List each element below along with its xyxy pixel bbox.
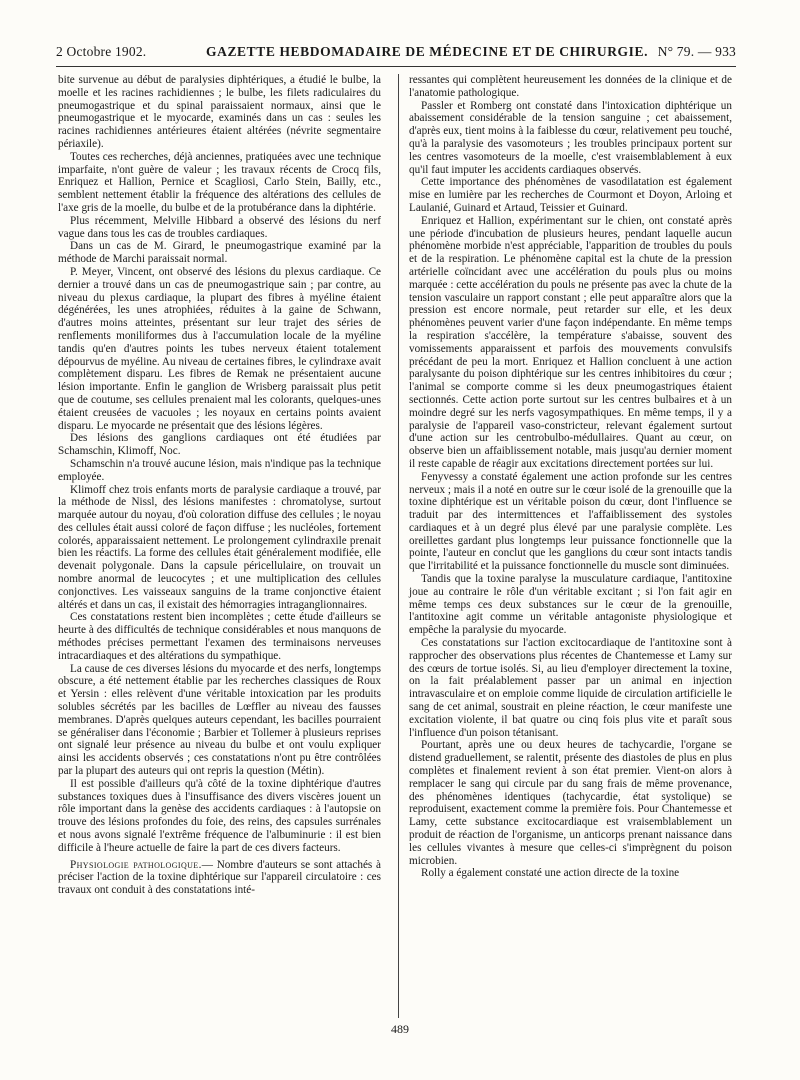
section-text: — Nombre d'auteurs se sont attachés à préciser l'action de la toxine diphtérique sur l'appareil circulatoire : ces travaux ont conduit à des constatations inté- (58, 858, 381, 897)
paragraph: Schamschin n'a trouvé aucune lésion, mais n'indique pas la technique employée. (58, 457, 381, 483)
paragraph: Il est possible d'ailleurs qu'à côté de la toxine diphtérique d'autres substances toxiques dues à l'insuffisance des divers viscères jouent un rôle important dans la genèse des accidents cardiaques : à l'autopsie on trouve des lésions profondes du foie, des reins, des capsules surrénales et nous avons signalé l'extrême fréquence de l'albuminurie : il est bien difficile à l'heure actuelle de faire la part de ces divers facteurs. (58, 777, 381, 854)
issue-number: N° 79. — 933 (657, 44, 736, 59)
paragraph: ressantes qui complètent heureusement les données de la clinique et de l'anatomie pathologique. (409, 74, 732, 99)
right-column (409, 74, 732, 880)
header-rule (56, 66, 736, 67)
paragraph: Des lésions des ganglions cardiaques ont été étudiées par Schamschin, Klimoff, Noc. (58, 432, 381, 458)
paragraph: Tandis que la toxine paralyse la musculature cardiaque, l'antitoxine joue au contraire le rôle d'un véritable excitant ; si l'on fait agir en même temps ces deux substances sur le cœur de la grenouille, l'antitoxine agit comme un véritable antagoniste physiologique et empêche la paralysie du myocarde. (409, 573, 732, 637)
paragraph: Passler et Romberg ont constaté dans l'intoxication diphtérique un abaissement considérable de la tension sanguine ; cet abaissement, d'après eux, tient moins à la faiblesse du cœur, relativement peu touché, qu'à la paralysie des vasomoteurs ; les troubles principaux portent sur les centres vasomoteurs de la moelle, c'est vraisemblablement à eux qu'il faut imputer les accidents cardiaques observés. (409, 99, 732, 176)
paragraph: P. Meyer, Vincent, ont observé des lésions du plexus cardiaque. Ce dernier a trouvé dans un cas de pneumogastrique sain ; par contre, au niveau du plexus cardiaque, la plupart des fibres à myéline étaient dégénérées, les unes atrophiées, réduites à la gaine de Schwann, d'autres moins atteintes, présentant sur leur trajet des séries de renflements moniliformes dus à l'accumulation locale de la myéline tandis qu'en d'autres points les tubes nerveux étaient totalement dépourvus de myéline. Au niveau de certaines fibres, le cylindraxe avait complètement disparu. Les fibres de Remak ne présentaient aucune lésion importante. Enfin le ganglion de Wrisberg paraissait plus petit que de coutume, ses cellules prenaient mal les colorants, quelques-unes étaient creusées de vacuoles ; les noyaux en certains points avaient disparu. Le myocarde ne présentait que des lésions légères. (58, 265, 381, 432)
paragraph: Fenyvessy a constaté également une action profonde sur les centres nerveux ; mais il a noté en outre sur le cœur isolé de la grenouille que la toxine diphtérique est un véritable poison du cœur, dont l'influence se traduit par des intermittences et l'affaiblissement des systoles cardiaques et à un degré plus élevé par une paralysie complète. Les oreillettes gardant plus longtemps leur puissance fonctionnelle que la pointe, l'auteur en conclut que les ganglions du cœur sont intacts tandis que l'irritabilité et la puissance fonctionnelle du muscle sont diminuées. (409, 470, 732, 573)
paragraph: Cette importance des phénomènes de vasodilatation est également mise en lumière par les recherches de Courmont et Doyon, Arloing et Laulanié, Guinard et Artaud, Teissier et Guinard. (409, 176, 732, 214)
paragraph: Rolly a également constaté une action directe de la toxine (421, 867, 680, 880)
paragraph: Enriquez et Hallion, expérimentant sur le chien, ont constaté après une période d'incubation de plusieurs heures, pendant laquelle aucun phénomène morbide n'est appréciable, l'apparition de troubles du pouls et de la respiration. Le phénomène capital est la chute de la pression artérielle coïncidant avec une accélération du pouls plus ou moins marquée : cette accélération du pouls ne présente pas avec la chute de la tension vasculaire un rapport constant ; elle peut apparaître alors que la pression est encore normale, peut retarder sur elle, et les deux phénomènes peuvent varier d'une façon indépendante. En même temps la respiration s'accélère, la température s'abaisse, souvent des vomissements apparaissent et parfois des mouvements convulsifs précédant de peu la mort. Enriquez et Hallion concluent à une action paralysante du poison diphtérique sur les centres inhibitoires du cœur ; l'animal se comporte comme si les deux pneumogastriques étaient sectionnés. Cette action porte surtout sur les centres bulbaires et à un moindre degré sur les nerfs vagosympathiques. En même temps, il y a paralysie de l'appareil vaso-constricteur, relevant également surtout d'une action sur les centrobulbo-médullaires. Quant au cœur, on observe bien un affaiblissement notable, mais jusqu'au dernier moment il reste capable de réagir aux excitations directement portées sur lui. (409, 214, 732, 470)
paragraph: Dans un cas de M. Girard, le pneumogastrique examiné par la méthode de Marchi paraissait normal. (58, 240, 381, 266)
paragraph: Ces constatations sur l'action excitocardiaque de l'antitoxine sont à rapprocher des observations plus récentes de Chantemesse et Lamy sur des cœurs de tortue isolés. Si, au lieu d'employer directement la toxine, on la fait préalablement passer par un animal en injection intravasculaire et on emploie comme liquide de circulation artificielle le sang de cet animal, soustrait en pleine réaction, le cœur manifeste une excitation violente, il bat quatre ou cinq fois plus vite et paraît sous l'influence d'un poison tétanisant. (409, 637, 732, 739)
paragraph: Klimoff chez trois enfants morts de paralysie cardiaque a trouvé, par la méthode de Nissl, des lésions manifestes : chromatolyse, surtout marquée autour du noyau, d'où coloration diffuse des cellules ; le noyau des cellules était aussi coloré de façon diffuse ; les nucléoles, fortement colorés, apparaissaient nettement. Le prolongement cylindraxile prenait bien les réactifs. La forme des cellules était généralement modifiée, elle devenait polygonale. Dans la capsule péricellulaire, on trouvait un nombre anormal de leucocytes ; et une multiplication des cellules conjonctives. Les vaisseaux sanguins de la trame conjonctive étaient altérés et dans un cas, il existait des hémorragies intraganglionnaires. (58, 483, 381, 611)
section-paragraph (58, 859, 381, 897)
paragraph: Toutes ces recherches, déjà anciennes, pratiquées avec une technique imparfaite, n'ont guère de valeur ; les travaux récents de Crocq fils, Enriquez et Hallion, Pernice et Scagliosi, Carlo Stein, Bailly, etc., semblent nettement établir la fréquence des altérations des cellules de l'axe gris de la moelle, du bulbe et de la protubérance dans la diphtérie. (58, 150, 381, 214)
paragraph: Plus récemment, Melville Hibbard a observé des lésions du nerf vague dans tous les cas de troubles cardiaques. (58, 214, 381, 240)
section-heading: Physiologie pathologique. (70, 858, 202, 871)
page-number: 489 (391, 1022, 409, 1036)
paragraph: bite survenue au début de paralysies diphtériques, a étudié le bulbe, la moelle et les racines rachidiennes ; le bulbe, les filets radiculaires du pneumogastrique et du spinal paraissaient normaux, ainsi que le pneumogastrique et le myocarde, examinés dans un cas : seules les racines rachidiennes antérieures étaient altérées (névrite segmentaire périaxile). (58, 74, 381, 150)
paragraph: La cause de ces diverses lésions du myocarde et des nerfs, longtemps obscure, a été nettement établie par les recherches classiques de Roux et Yersin : elles relèvent d'une véritable intoxication par les produits solubles sécrétés par les bacilles de Lœffler au niveau des fausses membranes. D'après quelques auteurs cependant, les bacilles pourraient se généraliser dans l'économie ; Barbier et Tollemer à plusieurs reprises ont signalé leur présence au niveau du bulbe et ont voulu expliquer ainsi les accidents observés ; ces constatations n'ont pu être contrôlées par la plupart des auteurs qui ont repris la question (Métin). (58, 662, 381, 778)
running-header (56, 40, 736, 64)
page-footer (0, 1022, 800, 1037)
paragraph: Pourtant, après une ou deux heures de tachycardie, l'organe se distend graduellement, se ralentit, présente des diastoles de plus en plus complètes et finalement revient à son état premier. Vient-on alors à remplacer le sang qui circule par du sang frais de même provenance, des phénomènes identiques (tachycardie, état systolique) se reproduisent, exactement comme la première fois. Pour Chantemesse et Lamy, cette substance excitocardiaque est vraisemblablement un produit de réaction de l'organisme, un anticorps prenant naissance dans les cellules vivantes à mesure que celles-ci s'imprègnent du poison microbien. (409, 739, 732, 867)
journal-title: GAZETTE HEBDOMADAIRE DE MÉDECINE ET DE CHIRURGIE. (206, 44, 649, 59)
left-column (58, 74, 381, 897)
paragraph: Ces constatations restent bien incomplètes ; cette étude d'ailleurs se heurte à des difficultés de technique considérables et nous manquons de méthodes précises permettant l'examen des terminaisons nerveuses intracardiaques et des altérations du sympathique. (58, 611, 381, 662)
column-divider (398, 74, 399, 1018)
issue-date: 2 Octobre 1902. (56, 44, 147, 59)
